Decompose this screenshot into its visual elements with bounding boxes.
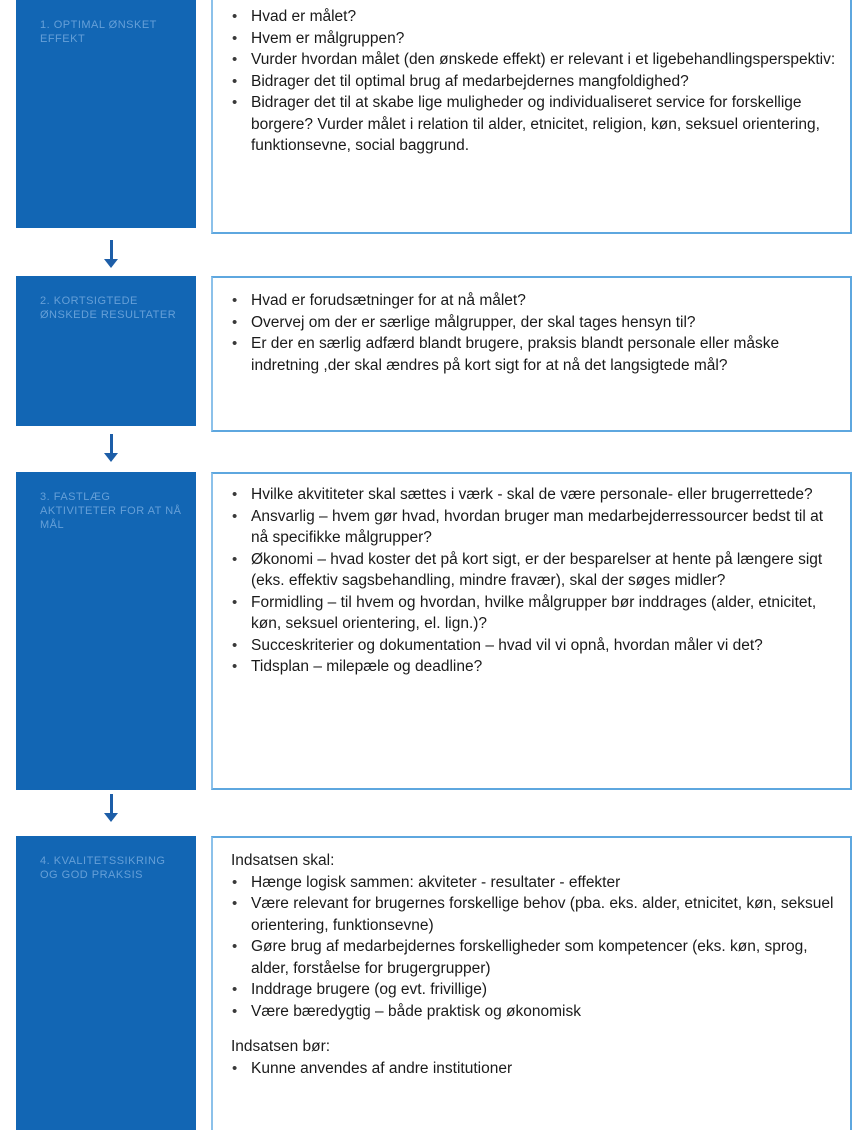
step-4-list-2 xyxy=(223,1058,840,1080)
step-4-content xyxy=(211,836,852,1130)
step-4-label: 4. KVALITETSSIKRING OG GOD PRAKSIS xyxy=(40,855,166,881)
list-item: • Formidling – til hvem og hvordan, hvilke målgrupper bør inddrages (alder, etnicitet, køn, seksuel orientering, el. lign.)? xyxy=(223,592,840,635)
list-item: • Hænge logisk sammen: akviteter - resultater - effekter xyxy=(223,872,840,894)
list-item: • Være bæredygtig – både praktisk og økonomisk xyxy=(223,1001,840,1023)
list-item: • Økonomi – hvad koster det på kort sigt, er der besparelser at hente på længere sigt (eks. effektiv sagsbehandling, mindre fravær), skal der søges midler? xyxy=(223,549,840,592)
step-3-label: 3. FASTLÆG AKTIVITETER FOR AT NÅ MÅL xyxy=(40,491,182,531)
step-4-list xyxy=(223,872,840,1023)
list-item: • Hvem er målgruppen? xyxy=(223,28,840,50)
step-2-label: 2. KORTSIGTEDE ØNSKEDE RESULTATER xyxy=(40,295,177,321)
list-item: • Være relevant for brugernes forskellige behov (pba. eks. alder, etnicitet, køn, seksuel orientering, funktionsevne) xyxy=(223,893,840,936)
list-item: • Succeskriterier og dokumentation – hvad vil vi opnå, hvordan måler vi det? xyxy=(223,635,840,657)
step-2-list xyxy=(223,290,840,376)
step-2-label-box xyxy=(16,276,196,426)
step-3-content xyxy=(211,472,852,790)
step-1-label-box xyxy=(16,0,196,228)
list-item: • Hvilke akvititeter skal sættes i værk - skal de være personale- eller brugerrettede? xyxy=(223,484,840,506)
list-item: • Bidrager det til optimal brug af medarbejdernes mangfoldighed? xyxy=(223,71,840,93)
list-item: • Hvad er målet? xyxy=(223,6,840,28)
list-item: • Er der en særlig adfærd blandt brugere, praksis blandt personale eller måske indretning ,der skal ændres på kort sigt for at nå det langsigtede mål? xyxy=(223,333,840,376)
step-2-content xyxy=(211,276,852,432)
step-2 xyxy=(0,276,856,432)
list-item: • Tidsplan – milepæle og deadline? xyxy=(223,656,840,678)
step-3 xyxy=(0,472,856,790)
step-4-intro-skal: Indsatsen skal: xyxy=(231,852,335,869)
list-item: • Overvej om der er særlige målgrupper, der skal tages hensyn til? xyxy=(223,312,840,334)
step-3-label-box xyxy=(16,472,196,790)
list-item: • Kunne anvendes af andre institutioner xyxy=(223,1058,840,1080)
arrow-down-icon xyxy=(104,434,120,464)
step-4-label-box xyxy=(16,836,196,1130)
list-item: • Inddrage brugere (og evt. frivillige) xyxy=(223,979,840,1001)
arrow-down-icon xyxy=(104,794,120,824)
step-1 xyxy=(0,0,856,234)
list-item: • Bidrager det til at skabe lige muligheder og individualiseret service for forskellige borgere? Vurder målet i relation til alder, etnicitet, religion, køn, seksuel orientering, funktionsevne, social baggrund. xyxy=(223,92,840,157)
arrow-down-icon xyxy=(104,240,120,270)
step-1-list xyxy=(223,6,840,157)
list-item: • Ansvarlig – hvem gør hvad, hvordan bruger man medarbejderressourcer bedst til at nå specifikke målgrupper? xyxy=(223,506,840,549)
step-4 xyxy=(0,836,856,1130)
list-item: • Gøre brug af medarbejdernes forskelligheder som kompetencer (eks. køn, sprog, alder, forståelse for brugergrupper) xyxy=(223,936,840,979)
list-item: • Hvad er forudsætninger for at nå målet? xyxy=(223,290,840,312)
step-4-intro-boer: Indsatsen bør: xyxy=(231,1038,331,1055)
list-item: • Vurder hvordan målet (den ønskede effekt) er relevant i et ligebehandlingsperspektiv: xyxy=(223,49,840,71)
step-3-list xyxy=(223,484,840,678)
step-1-content xyxy=(211,0,852,234)
step-1-label: 1. OPTIMAL ØNSKET EFFEKT xyxy=(40,19,157,45)
